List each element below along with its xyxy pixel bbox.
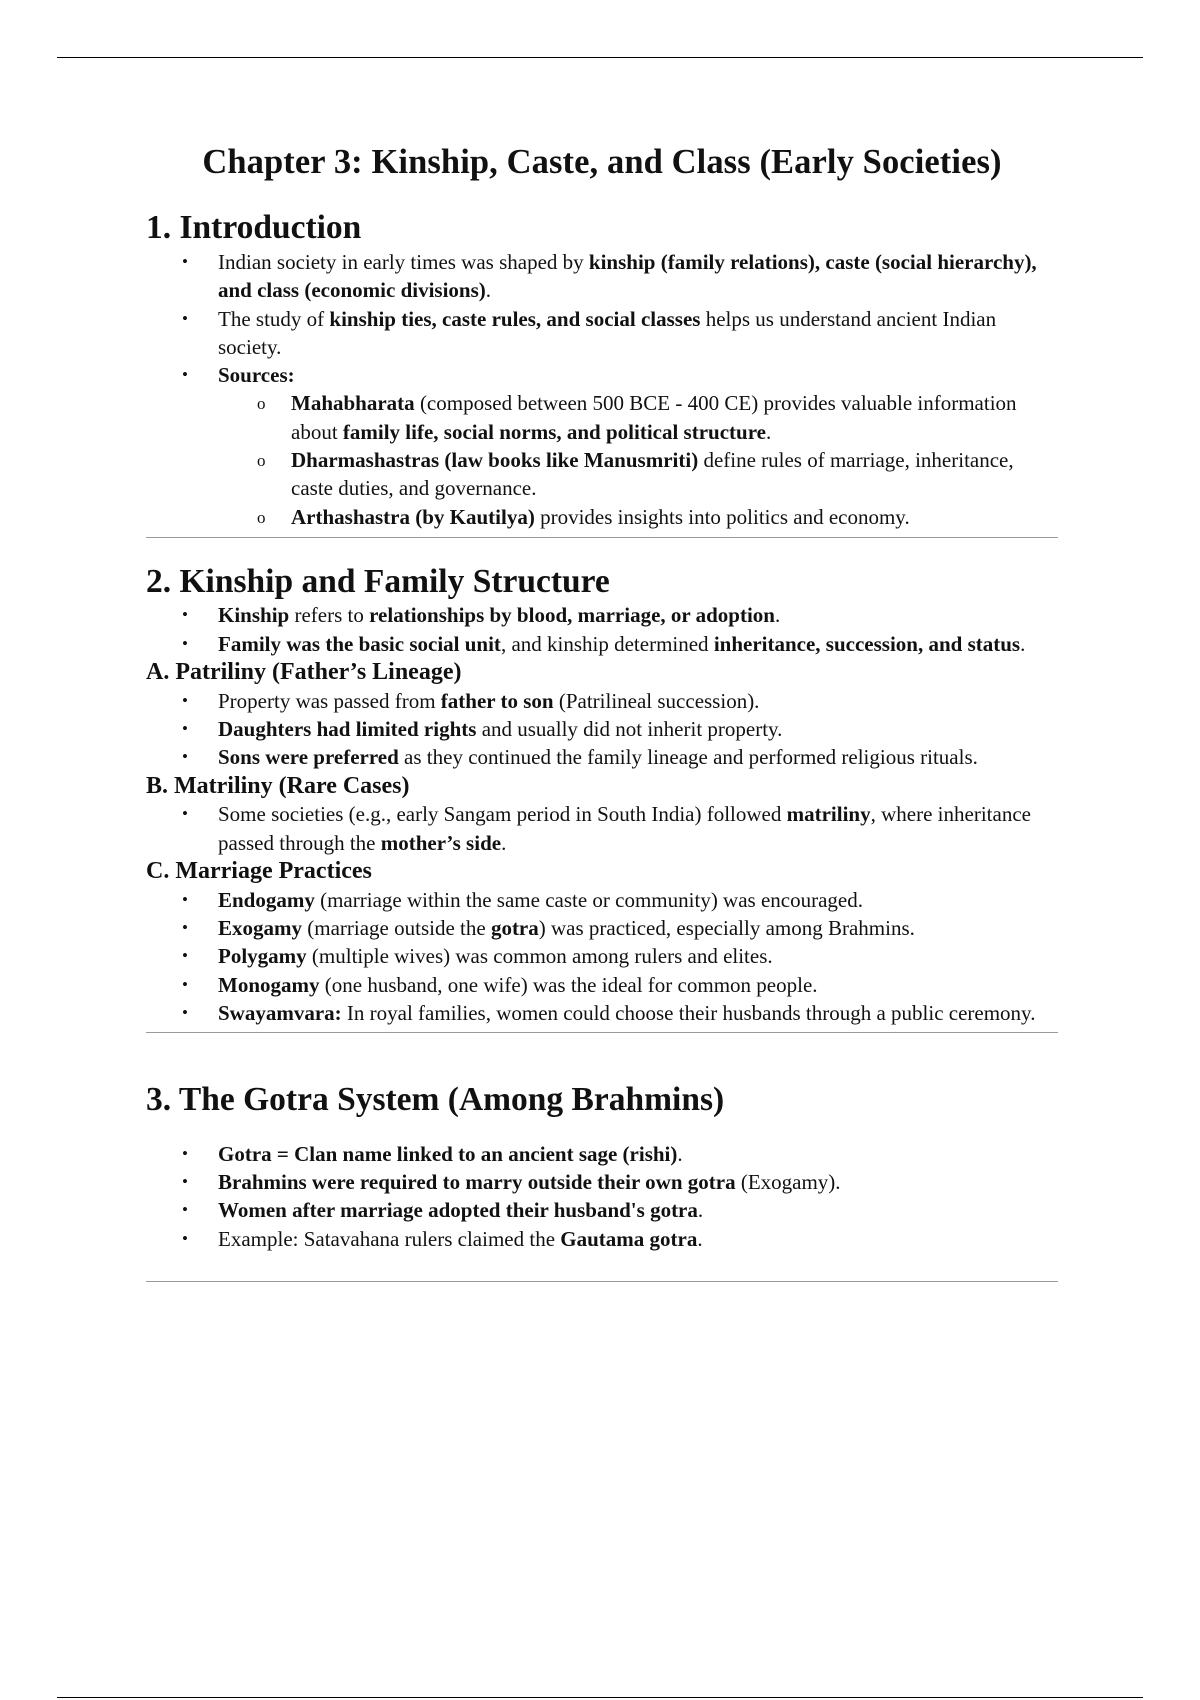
gotra-list — [146, 1140, 1058, 1253]
subheading-patriliny: A. Patriliny (Father’s Lineage) — [146, 658, 462, 685]
section-divider — [146, 1281, 1058, 1282]
list-item: • Family was the basic social unit, and kinship determined inheritance, succession, and status. — [146, 630, 1058, 658]
list-item: • Gotra = Clan name linked to an ancient sage (rishi). — [146, 1140, 1058, 1168]
section-heading-kinship: 2. Kinship and Family Structure — [146, 562, 610, 600]
list-item: • Sons were preferred as they continued the family lineage and performed religious rituals. — [146, 743, 1058, 771]
list-item: • The study of kinship ties, caste rules, and social classes helps us understand ancient Indian society. — [146, 305, 1058, 362]
marriage-practices-list — [146, 886, 1058, 1027]
page-bottom-rule — [57, 1697, 1143, 1698]
section-heading-introduction: 1. Introduction — [146, 209, 362, 247]
sources-sublist — [218, 389, 1058, 530]
list-item: • Some societies (e.g., early Sangam period in South India) followed matriliny, where inheritance passed through the mother’s side. — [146, 800, 1058, 857]
list-item: • Endogamy (marriage within the same caste or community) was encouraged. — [146, 886, 1058, 914]
list-item: • Brahmins were required to marry outside their own gotra (Exogamy). — [146, 1168, 1058, 1196]
list-item: • Exogamy (marriage outside the gotra) was practiced, especially among Brahmins. — [146, 914, 1058, 942]
list-item-sources: • Sources: o Mahabharata (composed between 500 BCE - 400 CE) provides valuable information about family life, social norms, and political structure. o Dharmashastras (law books like Manusmriti) define rules of marriage, inheritance, caste duties, and governance. o Arthashastra (by Kautilya) provides insights into politics and economy. — [146, 361, 1058, 531]
list-item: • Swayamvara: In royal families, women could choose their husbands through a public ceremony. — [146, 999, 1058, 1027]
list-item: • Women after marriage adopted their husband's gotra. — [146, 1196, 1058, 1224]
list-item: • Property was passed from father to son (Patrilineal succession). — [146, 687, 1058, 715]
list-item: • Monogamy (one husband, one wife) was the ideal for common people. — [146, 971, 1058, 999]
subheading-matriliny: B. Matriliny (Rare Cases) — [146, 772, 410, 799]
patriliny-list — [146, 687, 1058, 772]
list-item: • Indian society in early times was shaped by kinship (family relations), caste (social hierarchy), and class (economic divisions). — [146, 248, 1058, 305]
section-heading-gotra: 3. The Gotra System (Among Brahmins) — [146, 1081, 725, 1119]
sublist-item: o Mahabharata (composed between 500 BCE - 400 CE) provides valuable information about family life, social norms, and political structure. — [146, 389, 1058, 446]
list-item: • Example: Satavahana rulers claimed the Gautama gotra. — [146, 1225, 1058, 1253]
list-item: • Polygamy (multiple wives) was common among rulers and elites. — [146, 942, 1058, 970]
page-top-rule — [57, 57, 1143, 58]
sublist-item: o Dharmashastras (law books like Manusmriti) define rules of marriage, inheritance, caste duties, and governance. — [146, 446, 1058, 503]
subheading-marriage-practices: C. Marriage Practices — [146, 858, 372, 885]
document-body — [146, 142, 1058, 1282]
introduction-list — [146, 248, 1058, 531]
chapter-title: Chapter 3: Kinship, Caste, and Class (Early Societies) — [202, 143, 1002, 181]
list-item: • Daughters had limited rights and usually did not inherit property. — [146, 715, 1058, 743]
list-item: • Kinship refers to relationships by blood, marriage, or adoption. — [146, 601, 1058, 629]
section-divider — [146, 537, 1058, 538]
matriliny-list — [146, 800, 1058, 857]
kinship-list — [146, 601, 1058, 658]
sublist-item: o Arthashastra (by Kautilya) provides insights into politics and economy. — [146, 503, 1058, 531]
section-divider — [146, 1032, 1058, 1033]
